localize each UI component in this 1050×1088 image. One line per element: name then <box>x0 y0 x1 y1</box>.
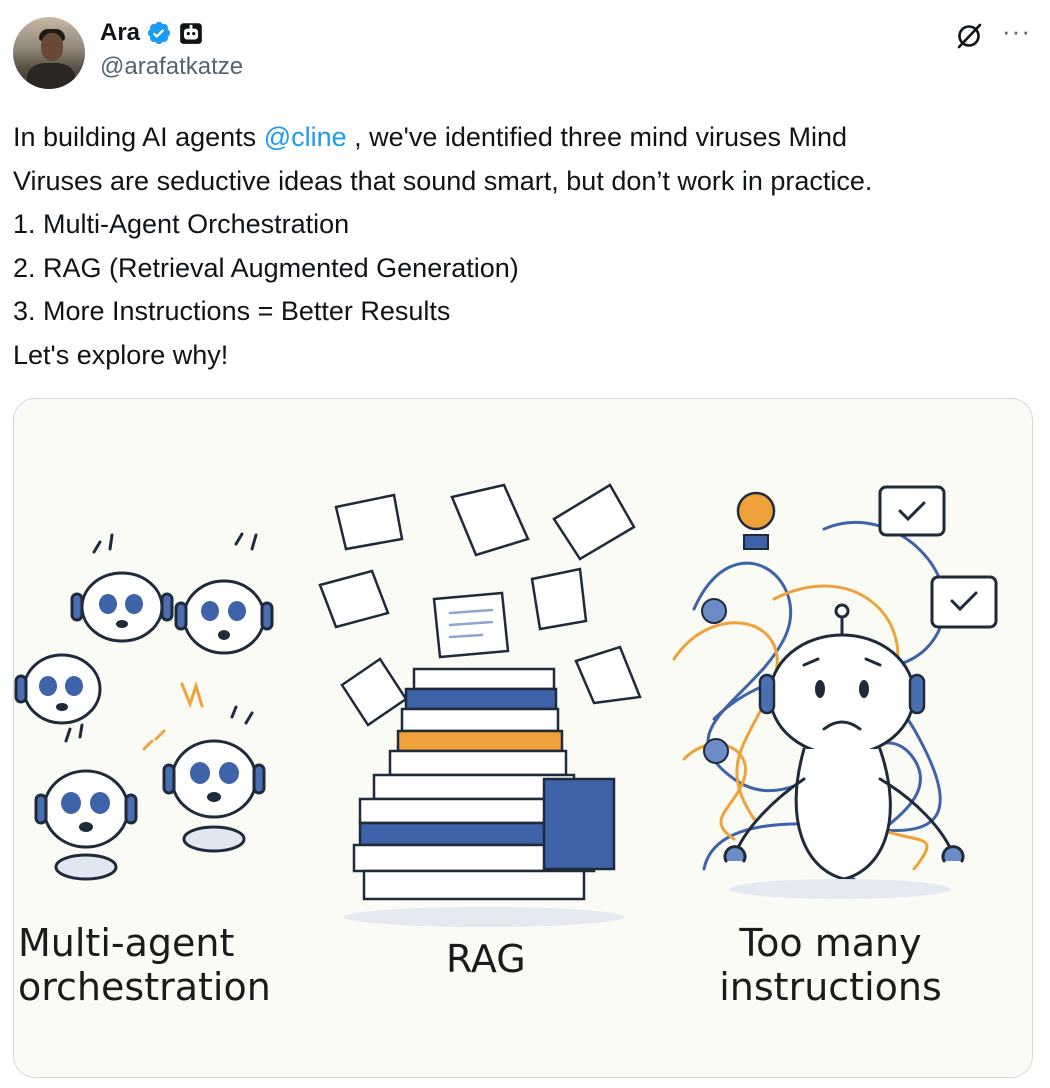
confused-robot-illustration <box>674 487 996 899</box>
tweet-line-3: 1. Multi-Agent Orchestration <box>13 209 350 239</box>
caption-line: orchestration <box>18 965 271 1009</box>
robot-icon <box>36 725 136 879</box>
author-display-name[interactable]: Ara <box>100 19 141 46</box>
avatar-shirt <box>27 63 75 89</box>
panel-caption-rag <box>446 937 526 981</box>
bot-icon[interactable] <box>178 20 204 46</box>
robot-icon <box>164 707 264 851</box>
panel-caption-multi-agent <box>18 921 271 1009</box>
robot-group-illustration <box>16 534 272 879</box>
robot-icon <box>176 534 272 653</box>
caption-line: RAG <box>446 937 526 981</box>
avatar[interactable] <box>13 17 85 89</box>
document-stack-illustration <box>320 485 640 927</box>
tweet-text-segment: , we've identified three mind viruses Mind <box>346 122 848 152</box>
verified-badge-icon[interactable] <box>146 20 172 46</box>
robot-icon <box>72 535 172 641</box>
avatar-face <box>41 33 63 61</box>
grok-icon[interactable] <box>955 20 985 50</box>
caption-line: Too many <box>739 921 922 965</box>
author-name-row <box>100 17 204 49</box>
tweet-line-1 <box>13 116 1043 160</box>
tweet-line-6: Let's explore why! <box>13 339 229 370</box>
caption-line: Multi-agent <box>18 921 235 965</box>
mention-link[interactable]: @cline <box>263 122 347 152</box>
caption-line: instructions <box>719 965 942 1009</box>
tweet-line-4: 2. RAG (Retrieval Augmented Generation) <box>13 252 519 283</box>
more-options-icon[interactable]: ··· <box>1002 16 1031 46</box>
panel-caption-too-many-instructions <box>718 921 943 1009</box>
robot-icon <box>16 655 100 723</box>
tweet-text-segment: In building AI agents <box>13 122 264 152</box>
tweet-line-2: Viruses are seductive ideas that sound smart, but don’t work in practice. <box>13 165 873 196</box>
author-handle[interactable]: @arafatkatze <box>100 53 244 80</box>
tweet-text <box>13 116 1043 377</box>
tweet-media-image[interactable] <box>13 398 1033 1078</box>
tweet-line-5: 3. More Instructions = Better Results <box>13 296 451 326</box>
